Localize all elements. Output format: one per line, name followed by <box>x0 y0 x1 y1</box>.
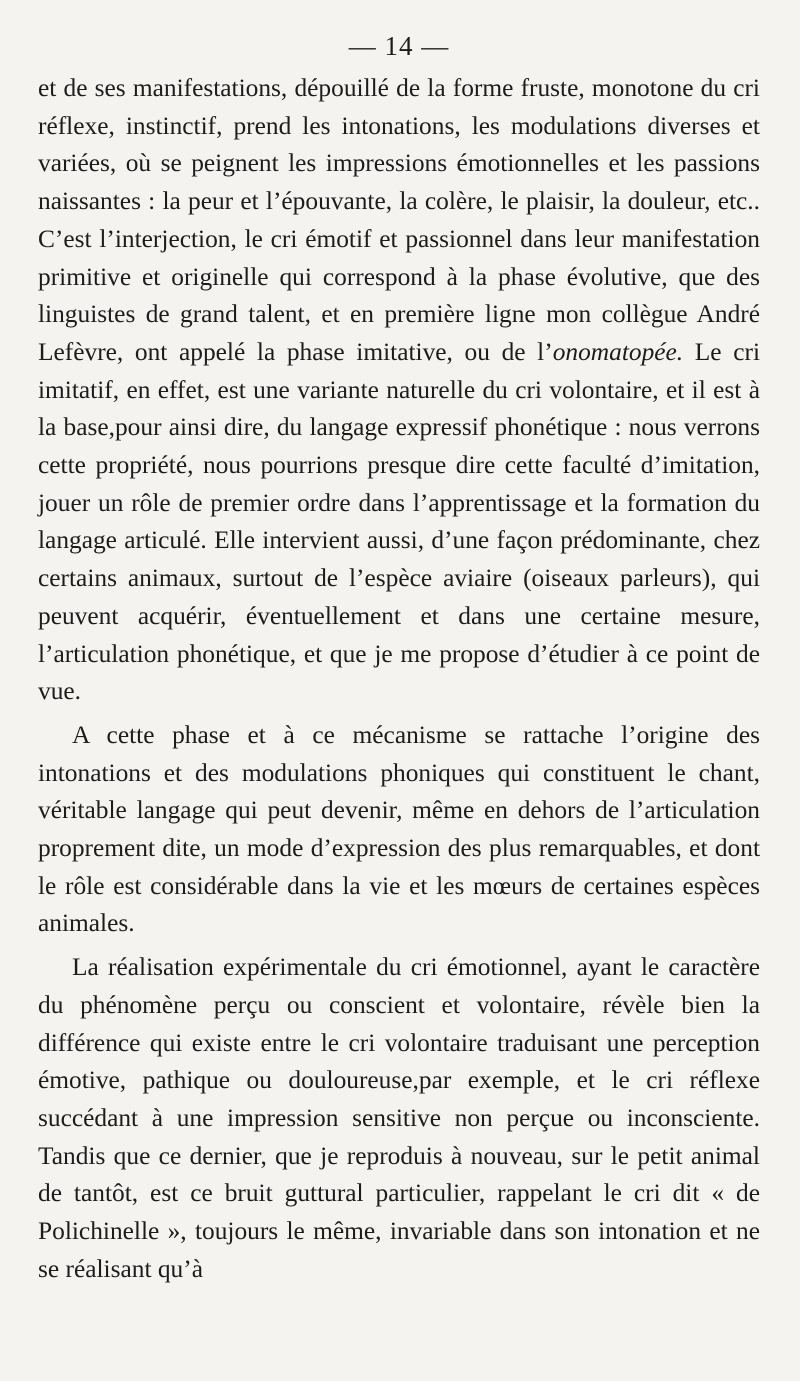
paragraph-1-text-a: et de ses manifestations, dépouillé de la forme fruste, monotone du cri réflexe, instinctif, prend les intonations, les modulations diverses et variées, où se peignent les impressions émotionnelles et les passions naissantes : la peur et l’épouvante, la colère, le plaisir, la douleur, etc.. C’est l’interjection, le cri émotif et passionnel dans leur manifestation primitive et originelle qui correspond à la phase évolutive, que des linguistes de grand talent, et en première ligne mon collègue André Lefèvre, ont appelé la phase imitative, ou de l’ <box>38 74 760 366</box>
paragraph-3: La réalisation expérimentale du cri émotionnel, ayant le caractère du phénomène perçu ou conscient et volontaire, révèle bien la différence qui existe entre le cri volontaire traduisant une perception émotive, pathique ou douloureuse,par exemple, et le cri réflexe succédant à une impression sensitive non perçue ou inconsciente. Tandis que ce dernier, que je reproduis à nouveau, sur le petit animal de tantôt, est ce bruit guttural particulier, rappelant le cri dit « de Polichinelle », toujours le même, invariable dans son intonation et ne se réalisant qu’à <box>38 953 760 1283</box>
page-number: — 14 — <box>348 31 450 61</box>
paragraph-1-italic-term: onomatopée. <box>552 337 684 366</box>
paragraph-2: A cette phase et à ce mécanisme se rattache l’origine des intonations et des modulations phoniques qui constituent le chant, véritable langage qui peut devenir, même en dehors de l’articulation proprement dite, un mode d’expression des plus remarquables, et dont le rôle est considérable dans la vie et les mœurs de certaines espèces animales. <box>38 720 760 938</box>
paragraph-1 <box>38 70 760 711</box>
paragraph-1-text-b: Le cri imitatif, en effet, est une variante naturelle du cri volontaire, et il est à la base,pour ainsi dire, du langage expressif phonétique : nous verrons cette propriété, nous pourrions presque dire cette faculté d’imitation, jouer un rôle de premier ordre dans l’apprentissage et la formation du langage articulé. Elle intervient aussi, d’une façon prédominante, chez certains animaux, surtout de l’espèce aviaire (oiseaux parleurs), qui peuvent acquérir, éventuellement et dans une certaine mesure, l’articulation phonétique, et que je me propose d’étudier à ce point de vue. <box>38 337 760 706</box>
